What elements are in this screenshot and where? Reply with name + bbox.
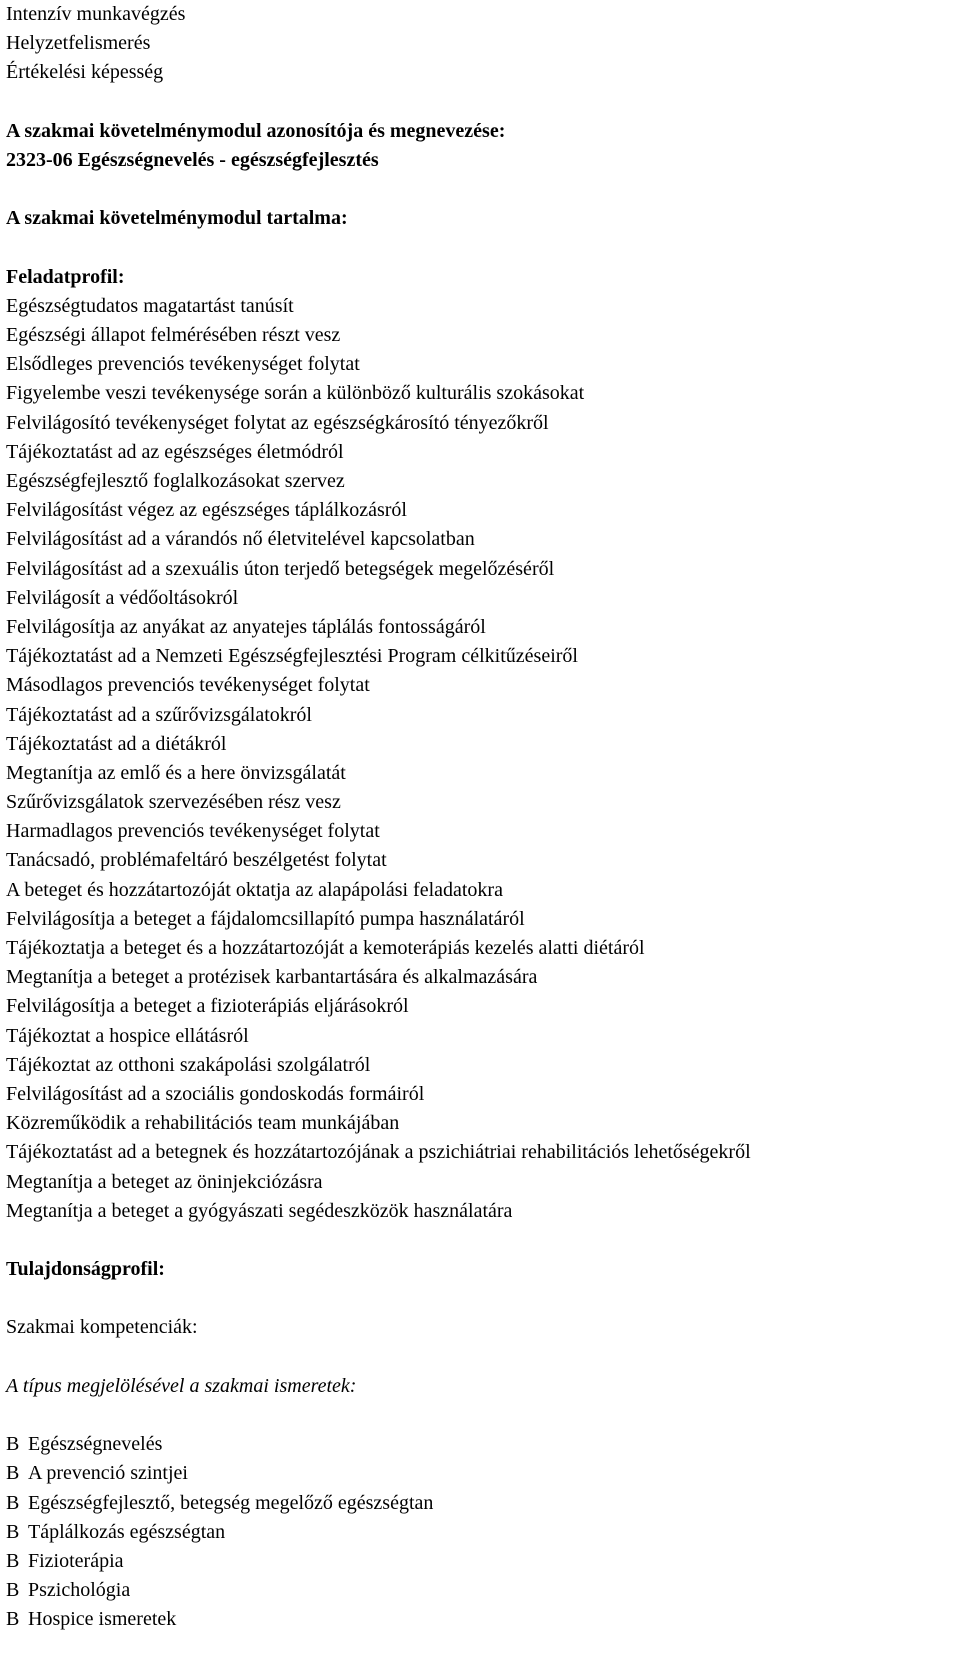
intro-line: Intenzív munkavégzés bbox=[6, 3, 186, 25]
task-item: Felvilágosítja a beteget a fizioterápiás eljárásokról bbox=[6, 995, 409, 1018]
task-item: Felvilágosítást ad a szociális gondoskodás formáiról bbox=[6, 1082, 425, 1105]
intro-line: Helyzetfelismerés bbox=[6, 32, 151, 55]
spacer bbox=[6, 1226, 960, 1255]
task-item: Tájékoztatást ad az egészséges életmódról bbox=[6, 440, 344, 463]
task-item: Egészségi állapot felmérésében részt vesz bbox=[6, 324, 341, 347]
task-item: Tanácsadó, problémafeltáró beszélgetést folytat bbox=[6, 849, 387, 872]
task-item: Tájékoztat a hospice ellátásról bbox=[6, 1024, 249, 1047]
knowledge-heading: A típus megjelölésével a szakmai ismeretek: bbox=[6, 1374, 357, 1397]
task-item: Megtanítja a beteget a gyógyászati segédeszközök használatára bbox=[6, 1199, 513, 1222]
task-item: A beteget és hozzátartozóját oktatja az alapápolási feladatokra bbox=[6, 878, 503, 901]
task-item: Tájékoztatja a beteget és a hozzátartozóját a kemoterápiás kezelés alatti diétáról bbox=[6, 937, 645, 959]
knowledge-name: Egészségfejlesztő, betegség megelőző egészségtan bbox=[28, 1491, 434, 1514]
task-item: Szűrővizsgálatok szervezésében rész vesz bbox=[6, 791, 341, 814]
knowledge-type: B bbox=[6, 1462, 20, 1485]
knowledge-name: Hospice ismeretek bbox=[28, 1608, 177, 1631]
intro-block bbox=[6, 0, 960, 88]
knowledge-name: A prevenció szintjei bbox=[28, 1462, 188, 1485]
knowledge-item bbox=[6, 1459, 960, 1488]
document-page bbox=[6, 0, 960, 1635]
task-item: Tájékoztat az otthoni szakápolási szolgálatról bbox=[6, 1053, 371, 1076]
knowledge-item bbox=[6, 1518, 960, 1547]
task-item: Felvilágosítja a beteget a fájdalomcsillapító pumpa használatáról bbox=[6, 907, 525, 930]
spacer bbox=[6, 1284, 960, 1313]
spacer bbox=[6, 175, 960, 204]
knowledge-item bbox=[6, 1576, 960, 1605]
task-item: Harmadlagos prevenciós tevékenységet folytat bbox=[6, 820, 380, 843]
knowledge-item bbox=[6, 1547, 960, 1576]
task-item: Megtanítja a beteget az öninjekciózásra bbox=[6, 1170, 323, 1193]
task-item: Megtanítja a beteget a protézisek karbantartására és alkalmazására bbox=[6, 966, 538, 989]
task-item: Megtanítja az emlő és a here önvizsgálatát bbox=[6, 761, 346, 784]
knowledge-type: B bbox=[6, 1491, 20, 1514]
task-item: Tájékoztatást ad a betegnek és hozzátartozójának a pszichiátriai rehabilitációs lehetőségekről bbox=[6, 1141, 751, 1164]
spacer bbox=[6, 88, 960, 117]
task-item: Felvilágosítást ad a szexuális úton terjedő betegségek megelőzéséről bbox=[6, 557, 555, 580]
knowledge-type: B bbox=[6, 1433, 20, 1456]
module-heading: A szakmai követelménymodul azonosítója és megnevezése: bbox=[6, 119, 506, 142]
property-profile-heading: Tulajdonságprofil: bbox=[6, 1258, 165, 1281]
task-profile-heading: Feladatprofil: bbox=[6, 265, 125, 288]
competences-heading: Szakmai kompetenciák: bbox=[6, 1316, 198, 1339]
spacer bbox=[6, 1401, 960, 1430]
task-item: Közreműködik a rehabilitációs team munkájában bbox=[6, 1112, 400, 1135]
task-item: Figyelembe veszi tevékenysége során a különböző kulturális szokásokat bbox=[6, 382, 585, 405]
task-item: Felvilágosítást ad a várandós nő életvitelével kapcsolatban bbox=[6, 528, 475, 551]
task-item: Tájékoztatást ad a diétákról bbox=[6, 732, 227, 755]
task-item: Felvilágosítást végez az egészséges táplálkozásról bbox=[6, 499, 407, 522]
task-item: Tájékoztatást ad a Nemzeti Egészségfejlesztési Program célkitűzéseiről bbox=[6, 645, 578, 668]
task-profile-list bbox=[6, 292, 960, 1226]
knowledge-name: Egészségnevelés bbox=[28, 1433, 163, 1456]
module-id-name: 2323-06 Egészségnevelés - egészségfejlesztés bbox=[6, 148, 379, 171]
knowledge-type: B bbox=[6, 1579, 20, 1602]
task-item: Másodlagos prevenciós tevékenységet folytat bbox=[6, 674, 370, 697]
knowledge-type: B bbox=[6, 1549, 20, 1572]
spacer bbox=[6, 234, 960, 263]
knowledge-list bbox=[6, 1430, 960, 1634]
knowledge-type: B bbox=[6, 1520, 20, 1543]
task-item: Elsődleges prevenciós tevékenységet folytat bbox=[6, 353, 360, 376]
spacer bbox=[6, 1343, 960, 1372]
knowledge-item bbox=[6, 1605, 960, 1634]
task-item: Tájékoztatást ad a szűrővizsgálatokról bbox=[6, 703, 312, 726]
knowledge-type: B bbox=[6, 1608, 20, 1631]
task-item: Felvilágosít a védőoltásokról bbox=[6, 586, 239, 609]
intro-line: Értékelési képesség bbox=[6, 61, 164, 84]
task-item: Egészségtudatos magatartást tanúsít bbox=[6, 294, 294, 317]
knowledge-item bbox=[6, 1430, 960, 1459]
knowledge-name: Fizioterápia bbox=[28, 1549, 124, 1572]
task-item: Egészségfejlesztő foglalkozásokat szervez bbox=[6, 470, 345, 492]
knowledge-name: Táplálkozás egészségtan bbox=[28, 1520, 226, 1543]
module-content-heading: A szakmai követelménymodul tartalma: bbox=[6, 207, 348, 230]
task-item: Felvilágosítja az anyákat az anyatejes táplálás fontosságáról bbox=[6, 615, 486, 638]
knowledge-item bbox=[6, 1489, 960, 1518]
task-item: Felvilágosító tevékenységet folytat az egészségkárosító tényezőkről bbox=[6, 411, 549, 434]
knowledge-name: Pszichológia bbox=[28, 1579, 131, 1602]
